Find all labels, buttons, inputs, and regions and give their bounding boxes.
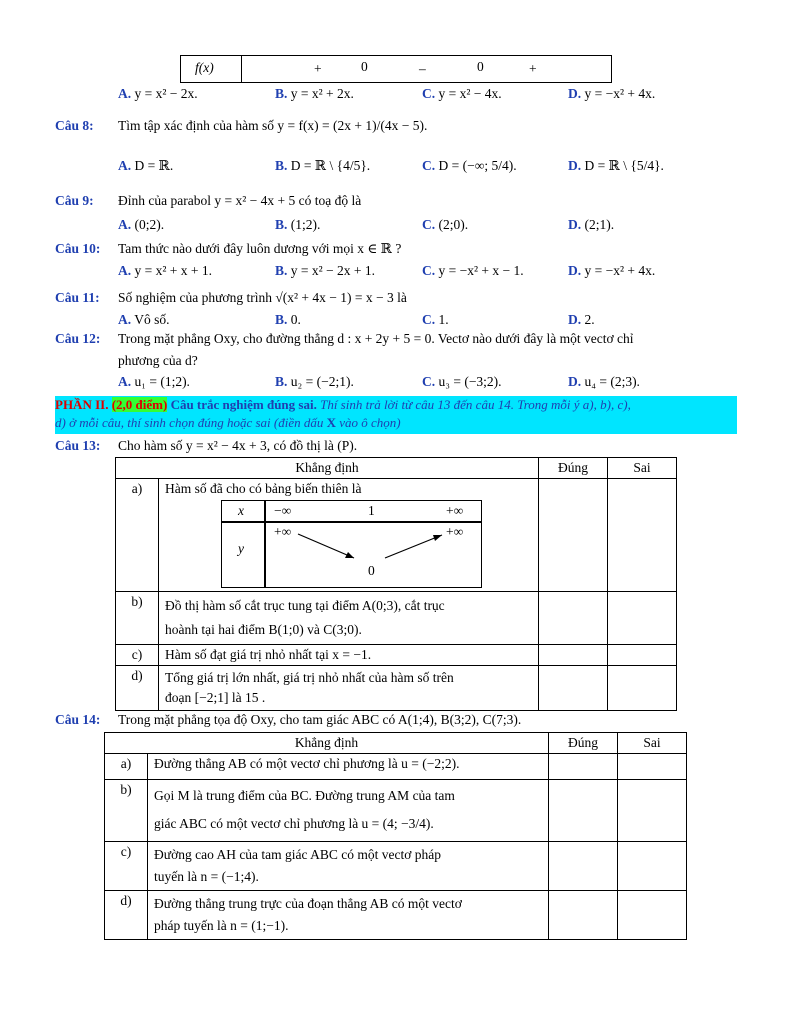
question-12-cont: phương của d?	[118, 353, 198, 368]
question-label: Câu 8:	[55, 118, 94, 133]
sign-table	[180, 55, 612, 83]
sign-4: 0	[477, 59, 484, 74]
sign-3: –	[419, 61, 426, 76]
header-false: Sai	[608, 458, 677, 479]
option-text: y = −x² + 4x.	[584, 86, 656, 101]
sign-5: +	[529, 61, 537, 76]
part2-banner: PHẦN II. (2,0 điểm) Câu trắc nghiệm đúng sai. Thí sinh trả lời từ câu 13 đến câu 14. Trong mỗi ý a), b), c), d) ở mỗi câu, thí sinh chọn đúng hoặc sai (điền dấu X vào ô chọn)	[55, 396, 737, 434]
q14-table: Khẳng định Đúng Sai a) Đường thẳng AB có một vectơ chỉ phương là u = (−2;2). b) Gọi M là trung điểm của BC. Đường trung AM của tam giác ABC có một vectơ chỉ phương là u = (4; −3/4). c) Đường cao AH của tam giác ABC có một vectơ pháp tuyến là n = (−1;4). d) Đường thẳng trung trực của đoạn thẳng AB có một vectơ pháp tuyến là n = (1;−1).	[104, 732, 687, 940]
question-12: Câu 12: Trong mặt phẳng Oxy, cho đường thẳng d : x + 2y + 5 = 0. Vectơ nào dưới đây là một vectơ chỉ	[55, 331, 634, 346]
header-statement: Khẳng định	[116, 458, 539, 479]
question-14: Câu 14: Trong mặt phẳng tọa độ Oxy, cho tam giác ABC có A(1;4), B(3;2), C(7;3).	[55, 712, 522, 727]
sign-table-label: f(x)	[195, 60, 214, 75]
sign-2: 0	[361, 59, 368, 74]
option-text: y = x² + 2x.	[290, 86, 354, 101]
question-text: Tìm tập xác định của hàm số y = f(x) = (2x + 1)/(4x − 5).	[118, 118, 428, 133]
question-11: Câu 11: Số nghiệm của phương trình √(x² + 4x − 1) = x − 3 là	[55, 290, 407, 305]
question-13: Câu 13: Cho hàm số y = x² − 4x + 3, có đồ thị là (P).	[55, 438, 358, 453]
option-text: y = x² − 4x.	[438, 86, 502, 101]
variation-arrows	[222, 501, 481, 587]
question-9: Câu 9: Đỉnh của parabol y = x² − 4x + 5 có toạ độ là	[55, 193, 362, 208]
question-8	[55, 118, 428, 134]
q13-table: Khẳng định Đúng Sai a) Hàm số đã cho có bảng biến thiên là x −∞ 1 +∞ y +∞ 0 +∞ b) Đồ thị hàm số cắt trục tung tại điểm A(0;3), cắt trục hoành tại hai điểm B(1;0) và C(3;0). c) Hàm số đạt giá trị nhỏ nhất tại x = −1. d) Tổng giá trị lớn nhất, giá trị nhỏ nhất của hàm số trên đoạn [−2;1] là 15 .	[115, 457, 677, 711]
sign-1: +	[314, 61, 322, 76]
question-10: Câu 10: Tam thức nào dưới đây luôn dương với mọi x ∈ ℝ ?	[55, 241, 402, 256]
variation-table: x −∞ 1 +∞ y +∞ 0 +∞	[221, 500, 482, 588]
option-text: y = x² − 2x.	[134, 86, 198, 101]
header-true: Đúng	[539, 458, 608, 479]
